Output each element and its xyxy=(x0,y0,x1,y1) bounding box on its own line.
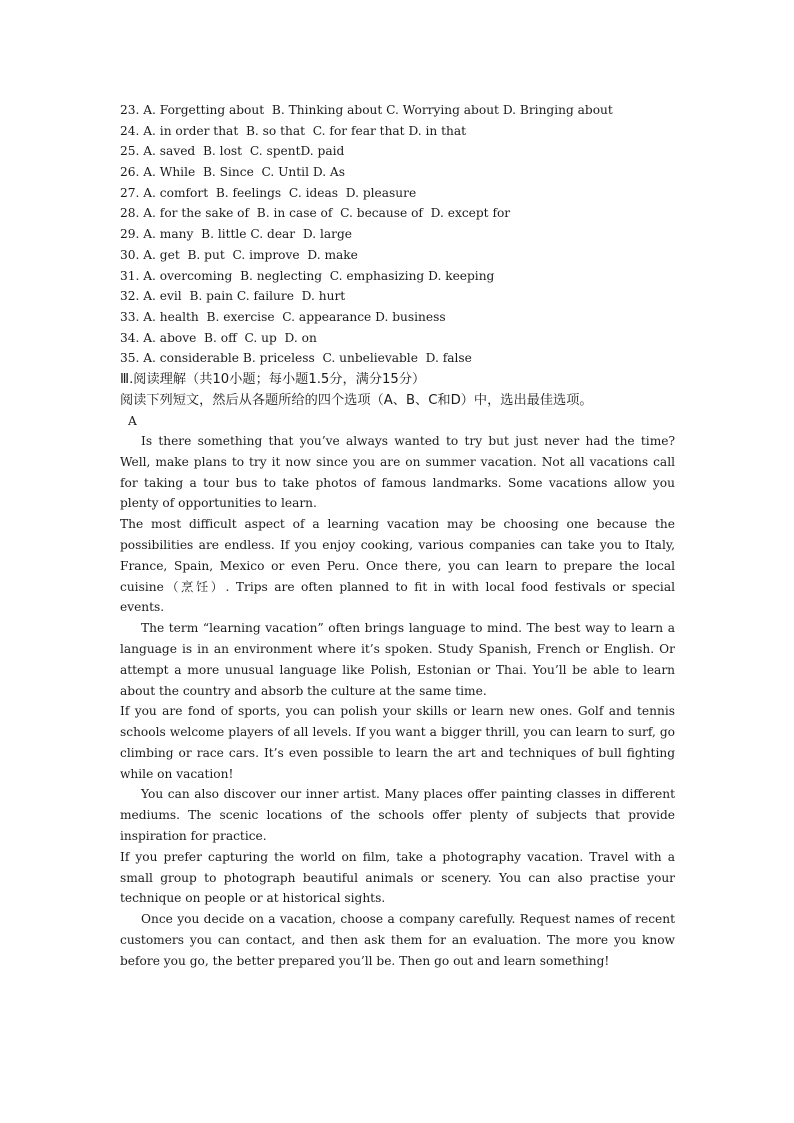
document-content xyxy=(120,100,675,972)
question-list xyxy=(120,100,675,369)
paragraph-4: If you are fond of sports, you can polish your skills or learn new ones. Golf and tennis schools welcome players of all levels. If you want a bigger thrill, you can learn to surf, go climbing or race cars. It’s even possible to learn the art and techniques of bull fighting while on vacation! xyxy=(120,704,675,781)
question-29: 29. A. many B. little C. dear D. large xyxy=(120,227,352,242)
question-26: 26. A. While B. Since C. Until D. As xyxy=(120,165,345,180)
paragraph-6: If you prefer capturing the world on film, take a photography vacation. Travel with a small group to photograph beautiful animals or scenery. You can also practise your technique on people or at historical sights. xyxy=(120,849,675,906)
question-32: 32. A. evil B. pain C. failure D. hurt xyxy=(120,289,346,304)
question-27: 27. A. comfort B. feelings C. ideas D. pleasure xyxy=(120,185,417,200)
section-instruction: 阅读下列短文，然后从各题所给的四个选项（A、B、C和D）中，选出最佳选项。 xyxy=(120,392,593,408)
question-34: 34. A. above B. off C. up D. on xyxy=(120,330,317,345)
passage-label: A xyxy=(128,413,137,428)
paragraph-5: You can also discover our inner artist. Many places offer painting classes in different mediums. The scenic locations of the schools offer plenty of subjects that provide inspiration for practice. xyxy=(120,787,675,844)
question-35: 35. A. considerable B. priceless C. unbelievable D. false xyxy=(120,351,472,366)
paragraph-1: Is there something that you’ve always wanted to try but just never had the time? Well, make plans to try it now since you are on summer vacation. Not all vacations call for taking a tour bus to take photos of famous landmarks. Some vacations allow you plenty of opportunities to learn. xyxy=(120,433,675,511)
question-25: 25. A. saved B. lost C. spentD. paid xyxy=(120,144,345,159)
question-33: 33. A. health B. exercise C. appearance D. business xyxy=(120,309,446,324)
section-title: Ⅲ.阅读理解（共10小题；每小题1.5分，满分15分） xyxy=(120,371,426,387)
paragraph-2: The most difficult aspect of a learning vacation may be choosing one because the possibilities are endless. If you enjoy cooking, various companies can take you to Italy, France, Spain, Mexico or even Peru. Once there, you can learn to prepare the local cuisine（烹饪）. Trips are often planned to fit in with local food festivals or special events. xyxy=(120,517,675,615)
question-23: 23. A. Forgetting about B. Thinking about C. Worrying about D. Bringing about xyxy=(120,103,613,117)
question-28: 28. A. for the sake of B. in case of C. because of D. except for xyxy=(120,206,511,221)
question-24: 24. A. in order that B. so that C. for fear that D. in that xyxy=(120,123,467,138)
paragraph-3: The term “learning vacation” often brings language to mind. The best way to learn a language is in an environment where it’s spoken. Study Spanish, French or English. Or attempt a more unusual language like Polish, Estonian or Thai. You’ll be able to learn about the country and absorb the culture at the same time. xyxy=(120,621,675,698)
question-30: 30. A. get B. put C. improve D. make xyxy=(120,247,358,262)
question-31: 31. A. overcoming B. neglecting C. emphasizing D. keeping xyxy=(120,268,495,283)
paragraph-7: Once you decide on a vacation, choose a company carefully. Request names of recent customers you can contact, and then ask them for an evaluation. The more you know before you go, the better prepared you’ll be. Then go out and learn something! xyxy=(120,912,675,968)
